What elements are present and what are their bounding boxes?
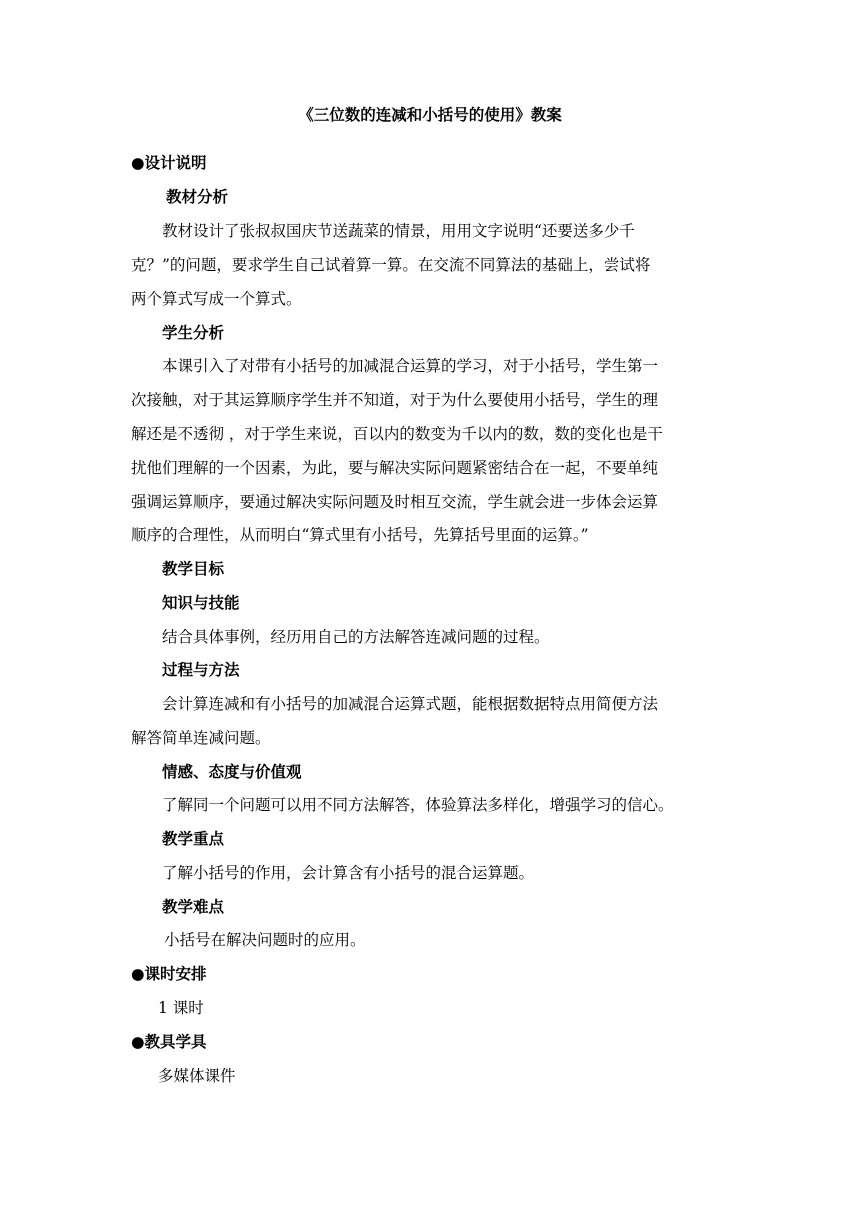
subheading-process-method: 过程与方法 xyxy=(162,660,240,679)
subheading-student-analysis: 学生分析 xyxy=(162,323,225,342)
subheading-difficulty: 教学难点 xyxy=(162,897,225,916)
student-line-1: 本课引入了对带有小括号的加减混合运算的学习，对于小括号，学生第一 xyxy=(162,357,659,375)
document-title: 《三位数的连减和小括号的使用》教案 xyxy=(298,105,562,124)
knowledge-line-1: 结合具体事例，经历用自己的方法解答连减问题的过程。 xyxy=(162,628,550,646)
student-line-6: 顺序的合理性，从而明白“算式里有小括号，先算括号里面的运算。” xyxy=(131,526,589,544)
subheading-emotion-attitude-values: 情感、态度与价值观 xyxy=(162,762,302,781)
subheading-teaching-goals: 教学目标 xyxy=(162,559,225,578)
section-heading-tools: ●教具学具 xyxy=(131,1032,207,1051)
process-line-2: 解答简单连减问题。 xyxy=(131,729,271,747)
difficulty-line-1: 小括号在解决问题时的应用。 xyxy=(164,931,366,949)
section-heading-schedule: ●课时安排 xyxy=(131,964,207,983)
process-line-1: 会计算连减和有小括号的加减混合运算式题，能根据数据特点用简便方法 xyxy=(162,695,659,713)
subheading-material-analysis: 教材分析 xyxy=(166,187,229,206)
emotion-line-1: 了解同一个问题可以用不同方法解答，体验算法多样化，增强学习的信心。 xyxy=(162,796,674,814)
student-line-3: 解还是不透彻 ，对于学生来说，百以内的数变为千以内的数，数的变化也是干 xyxy=(131,425,663,443)
schedule-text: 1 课时 xyxy=(158,999,204,1017)
student-line-4: 扰他们理解的一个因素，为此，要与解决实际问题紧密结合在一起，不要单纯 xyxy=(131,459,659,477)
material-line-1: 教材设计了张叔叔国庆节送蔬菜的情景，用用文字说明“还要送多少千 xyxy=(162,222,635,240)
material-line-2: 克？”的问题，要求学生自己试着算一算。在交流不同算法的基础上，尝试将 xyxy=(131,256,651,274)
subheading-knowledge-skills: 知识与技能 xyxy=(162,593,240,612)
student-line-2: 次接触，对于其运算顺序学生并不知道，对于为什么要使用小括号，学生的理 xyxy=(131,391,659,409)
section-heading-design: ●设计说明 xyxy=(131,153,207,172)
subheading-key-point: 教学重点 xyxy=(162,829,225,848)
tools-text: 多媒体课件 xyxy=(158,1067,236,1085)
material-line-3: 两个算式写成一个算式。 xyxy=(131,290,302,308)
student-line-5: 强调运算顺序，要通过解决实际问题及时相互交流，学生就会进一步体会运算 xyxy=(131,493,659,511)
key-point-line-1: 了解小括号的作用，会计算含有小括号的混合运算题。 xyxy=(162,864,535,882)
